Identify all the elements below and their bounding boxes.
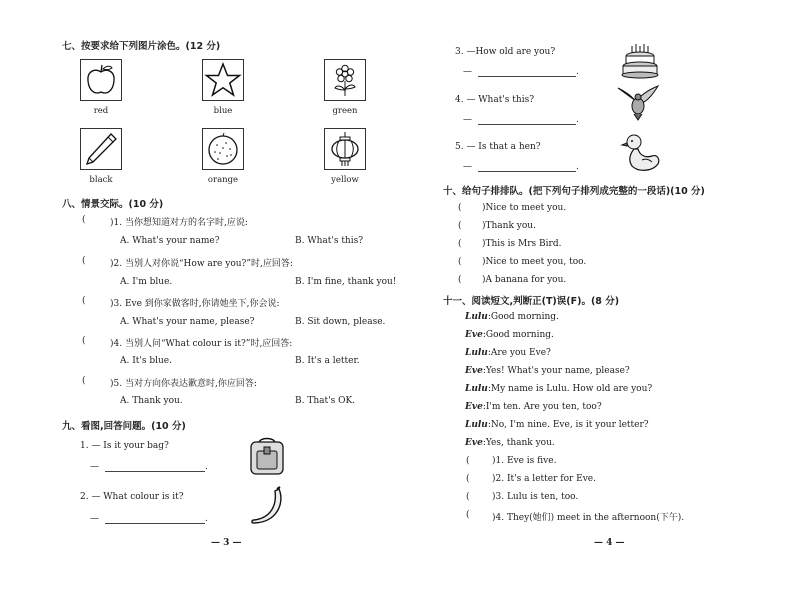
option-b: B. Sit down, please.: [295, 317, 386, 327]
speaker-name: Lulu: [465, 348, 488, 358]
answer-paren: (: [458, 275, 462, 285]
speaker-name: Eve: [465, 438, 483, 448]
section9-title: 九、看图,回答问题。(10 分): [62, 421, 186, 432]
pencil-icon: [80, 128, 122, 170]
section8-title: 八、情景交际。(10 分): [62, 199, 164, 210]
option-a: A. Thank you.: [120, 396, 183, 406]
question-prompt: )2. 当别人对你说“How are you?”时,应回答:: [110, 259, 293, 269]
sentence-item: )Thank you.: [482, 221, 536, 231]
option-b: B. I'm fine, thank you!: [295, 277, 397, 287]
question-text: 4. — What's this?: [455, 95, 535, 105]
sentence-item: )This is Mrs Bird.: [482, 239, 562, 249]
judgement-item: )2. It's a letter for Eve.: [492, 474, 596, 484]
question-prompt: )1. 当你想知道对方的名字时,应说:: [110, 218, 248, 228]
question-prompt: )4. 当别人问“What colour is it?”时,应回答:: [110, 339, 293, 349]
page-number-right: — 4 —: [594, 538, 625, 548]
answer-line[interactable]: [463, 66, 579, 77]
banana-icon: [247, 485, 291, 529]
option-a: A. It's blue.: [120, 356, 172, 366]
question-text: 3. —How old are you?: [455, 47, 556, 57]
dialog-line: Eve:I'm ten. Are you ten, too?: [465, 402, 602, 412]
answer-period: .: [576, 162, 579, 172]
speaker-name: Eve: [465, 330, 483, 340]
answer-line[interactable]: [463, 161, 579, 172]
apple-icon: [80, 59, 122, 101]
answer-period: .: [205, 514, 208, 524]
option-a: A. I'm blue.: [120, 277, 173, 287]
option-b: B. That's OK.: [295, 396, 356, 406]
star-icon: [202, 59, 244, 101]
option-b: B. It's a letter.: [295, 356, 360, 366]
answer-dash: —: [90, 462, 99, 472]
answer-paren: (: [82, 215, 86, 225]
dialog-line: Lulu:Good morning.: [465, 312, 559, 322]
picture-label-blue: blue: [213, 106, 233, 116]
answer-line[interactable]: [90, 513, 208, 524]
answer-paren: (: [458, 203, 462, 213]
dialog-line: Lulu:No, I'm nine. Eve, is it your letter?: [465, 420, 649, 430]
speaker-name: Lulu: [465, 312, 488, 322]
option-a: A. What's your name?: [120, 236, 220, 246]
answer-paren: (: [82, 296, 86, 306]
page-number-left: — 3 —: [211, 538, 242, 548]
answer-paren: (: [466, 456, 470, 466]
speaker-name: Eve: [465, 366, 483, 376]
answer-dash: —: [463, 67, 472, 77]
answer-paren: (: [458, 221, 462, 231]
option-a: A. What's your name, please?: [120, 317, 255, 327]
duck-icon: [620, 130, 662, 174]
answer-paren: (: [458, 239, 462, 249]
answer-paren: (: [82, 376, 86, 386]
option-b: B. What's this?: [295, 236, 364, 246]
answer-period: .: [205, 462, 208, 472]
picture-label-yellow: yellow: [331, 175, 359, 185]
answer-dash: —: [463, 162, 472, 172]
answer-period: .: [576, 67, 579, 77]
answer-paren: (: [82, 336, 86, 346]
answer-line[interactable]: [90, 461, 208, 472]
schoolbag-icon: [245, 433, 289, 477]
dialog-line: Eve:Yes, thank you.: [465, 438, 555, 448]
dialog-line: Eve:Good morning.: [465, 330, 554, 340]
speaker-name: Eve: [465, 402, 483, 412]
dialog-line: Lulu:Are you Eve?: [465, 348, 551, 358]
section11-title: 十一、阅读短文,判断正(T)误(F)。(8 分): [443, 296, 620, 307]
speaker-name: Lulu: [465, 420, 488, 430]
question-text: 2. — What colour is it?: [80, 492, 184, 502]
answer-paren: (: [466, 492, 470, 502]
answer-paren: (: [82, 256, 86, 266]
answer-line[interactable]: [463, 114, 579, 125]
dialog-line: Lulu:My name is Lulu. How old are you?: [465, 384, 653, 394]
question-prompt: )5. 当对方向你表达歉意时,你应回答:: [110, 379, 257, 389]
judgement-item: )1. Eve is five.: [492, 456, 557, 466]
answer-paren: (: [458, 257, 462, 267]
flower-icon: [324, 59, 366, 101]
picture-label-black: black: [89, 175, 113, 185]
answer-paren: (: [466, 474, 470, 484]
sentence-item: )Nice to meet you, too.: [482, 257, 587, 267]
orange-icon: [202, 128, 244, 170]
answer-dash: —: [90, 514, 99, 524]
judgement-item: )4. They(她们) meet in the afternoon(下午).: [492, 513, 685, 523]
sentence-item: )Nice to meet you.: [482, 203, 567, 213]
answer-dash: —: [463, 115, 472, 125]
picture-label-orange: orange: [207, 175, 239, 185]
lantern-icon: [324, 128, 366, 170]
section7-title: 七、按要求给下列图片涂色。(12 分): [62, 41, 221, 52]
speaker-name: Lulu: [465, 384, 488, 394]
sentence-item: )A banana for you.: [482, 275, 567, 285]
question-prompt: )3. Eve 到你家做客时,你请她坐下,你会说:: [110, 299, 280, 309]
section10-title: 十、给句子排排队。(把下列句子排列成完整的一段话)(10 分): [443, 186, 705, 197]
bird-icon: [616, 82, 660, 122]
answer-paren: (: [466, 510, 470, 520]
picture-label-green: green: [332, 106, 358, 116]
judgement-item: )3. Lulu is ten, too.: [492, 492, 579, 502]
picture-label-red: red: [93, 106, 109, 116]
birthday-cake-icon: [620, 38, 660, 80]
answer-period: .: [576, 115, 579, 125]
question-text: 1. — Is it your bag?: [80, 441, 169, 451]
dialog-line: Eve:Yes! What's your name, please?: [465, 366, 630, 376]
question-text: 5. — Is that a hen?: [455, 142, 541, 152]
